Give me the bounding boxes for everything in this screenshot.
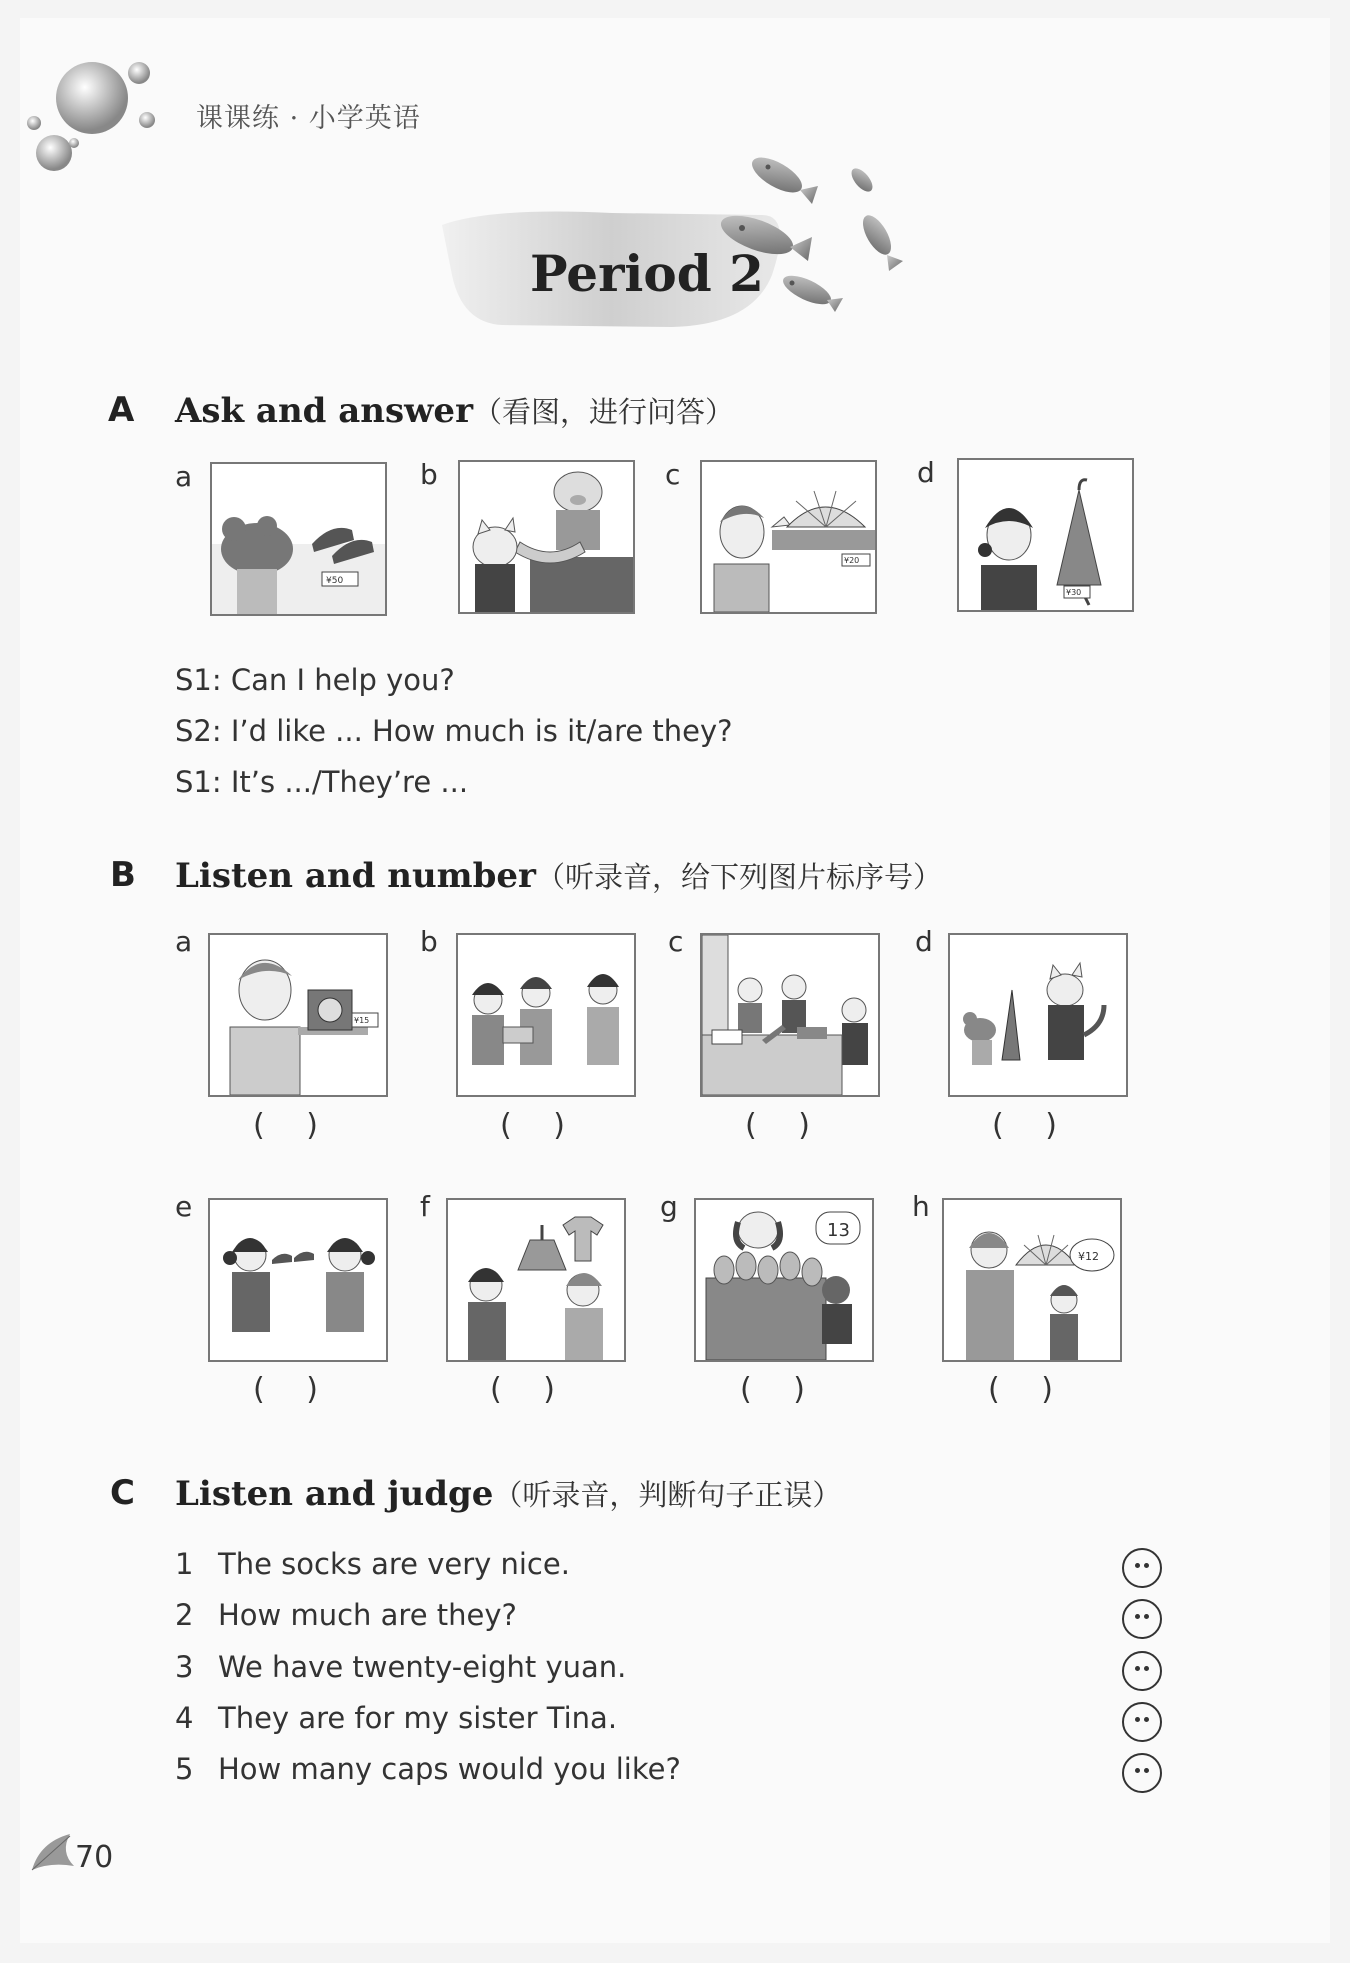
picture-pig-cat-bananas <box>458 460 635 614</box>
section-b-letter: B <box>110 855 136 895</box>
page-number: 70 <box>75 1840 114 1875</box>
picture-label-c: c <box>665 458 681 491</box>
answer-blank-d[interactable]: ( ) <box>992 1108 1059 1143</box>
dialogue-line-2: S2: I’d like ... How much is it/are they? <box>175 714 733 748</box>
section-a-subtitle: （看图，进行问答） <box>472 395 734 429</box>
judge-item-number: 2 <box>175 1598 194 1632</box>
section-c-title: Listen and judge <box>175 1474 494 1514</box>
section-b-heading <box>175 855 942 896</box>
section-b-title: Listen and number <box>175 856 536 896</box>
picture-label-b: b <box>420 925 438 958</box>
section-a-letter: A <box>108 390 135 430</box>
picture-label-d: d <box>917 456 935 489</box>
price-tag-h: ¥12 <box>1078 1250 1099 1263</box>
picture-lamp-shirt <box>446 1198 626 1362</box>
answer-blank-a[interactable]: ( ) <box>253 1108 320 1143</box>
leaf-icon <box>30 1832 76 1872</box>
judge-item-number: 4 <box>175 1701 194 1735</box>
judge-item-text: The socks are very nice. <box>218 1547 570 1581</box>
picture-shop-counter <box>700 933 880 1097</box>
picture-label-b: b <box>420 458 438 491</box>
picture-label-e: e <box>175 1190 193 1223</box>
picture-woman-fan-boy <box>942 1198 1122 1362</box>
picture-boy-fan <box>700 460 877 614</box>
smiley-face-icon[interactable] <box>1122 1548 1162 1588</box>
answer-blank-f[interactable]: ( ) <box>490 1372 557 1407</box>
picture-label-d: d <box>915 925 933 958</box>
judge-item-number: 5 <box>175 1752 194 1786</box>
dialogue-line-3: S1: It’s .../They’re ... <box>175 765 469 799</box>
picture-two-girls-shoes <box>208 1198 388 1362</box>
smiley-face-icon[interactable] <box>1122 1753 1162 1793</box>
section-c-heading <box>175 1473 841 1514</box>
picture-dog-monkey-mangoes <box>694 1198 874 1362</box>
price-tag-b-a: ¥15 <box>354 1016 370 1025</box>
section-a-heading <box>175 390 734 431</box>
judge-item-number: 1 <box>175 1547 194 1581</box>
judge-item-text: How many caps would you like? <box>218 1752 681 1786</box>
picture-label-g: g <box>660 1190 678 1223</box>
picture-label-a: a <box>175 925 193 958</box>
judge-item-text: How much are they? <box>218 1598 517 1632</box>
page-title: Period 2 <box>530 244 764 303</box>
judge-item-text: We have twenty-eight yuan. <box>218 1650 627 1684</box>
price-tag-d: ¥30 <box>1066 588 1082 597</box>
picture-mouse-cat-umbrella <box>948 933 1128 1097</box>
book-header: 课课练 · 小学英语 <box>196 103 421 134</box>
dialogue-line-1: S1: Can I help you? <box>175 663 455 697</box>
picture-girl-umbrella <box>957 458 1134 612</box>
section-b-subtitle: （听录音，给下列图片标序号） <box>535 860 942 894</box>
price-tag-c: ¥20 <box>844 556 860 565</box>
judge-item-text: They are for my sister Tina. <box>218 1701 618 1735</box>
judge-item-number: 3 <box>175 1650 194 1684</box>
smiley-face-icon[interactable] <box>1122 1599 1162 1639</box>
picture-mouse-shoes <box>210 462 387 616</box>
price-tag-a: ¥50 <box>326 576 344 586</box>
smiley-face-icon[interactable] <box>1122 1702 1162 1742</box>
picture-label-a: a <box>175 460 193 493</box>
section-a-title: Ask and answer <box>175 391 473 431</box>
answer-blank-b[interactable]: ( ) <box>500 1108 567 1143</box>
bubbles-decoration <box>14 48 164 178</box>
answer-blank-c[interactable]: ( ) <box>745 1108 812 1143</box>
answer-blank-g[interactable]: ( ) <box>740 1372 807 1407</box>
picture-boy-clock <box>208 933 388 1097</box>
speech-bubble-g: 13 <box>827 1220 850 1241</box>
answer-blank-h[interactable]: ( ) <box>988 1372 1055 1407</box>
smiley-face-icon[interactable] <box>1122 1651 1162 1691</box>
picture-label-h: h <box>912 1190 930 1223</box>
picture-label-f: f <box>420 1190 430 1223</box>
section-c-subtitle: （听录音，判断句子正误） <box>493 1478 842 1512</box>
answer-blank-e[interactable]: ( ) <box>253 1372 320 1407</box>
picture-label-c: c <box>668 925 684 958</box>
section-c-letter: C <box>110 1473 135 1513</box>
picture-three-kids <box>456 933 636 1097</box>
